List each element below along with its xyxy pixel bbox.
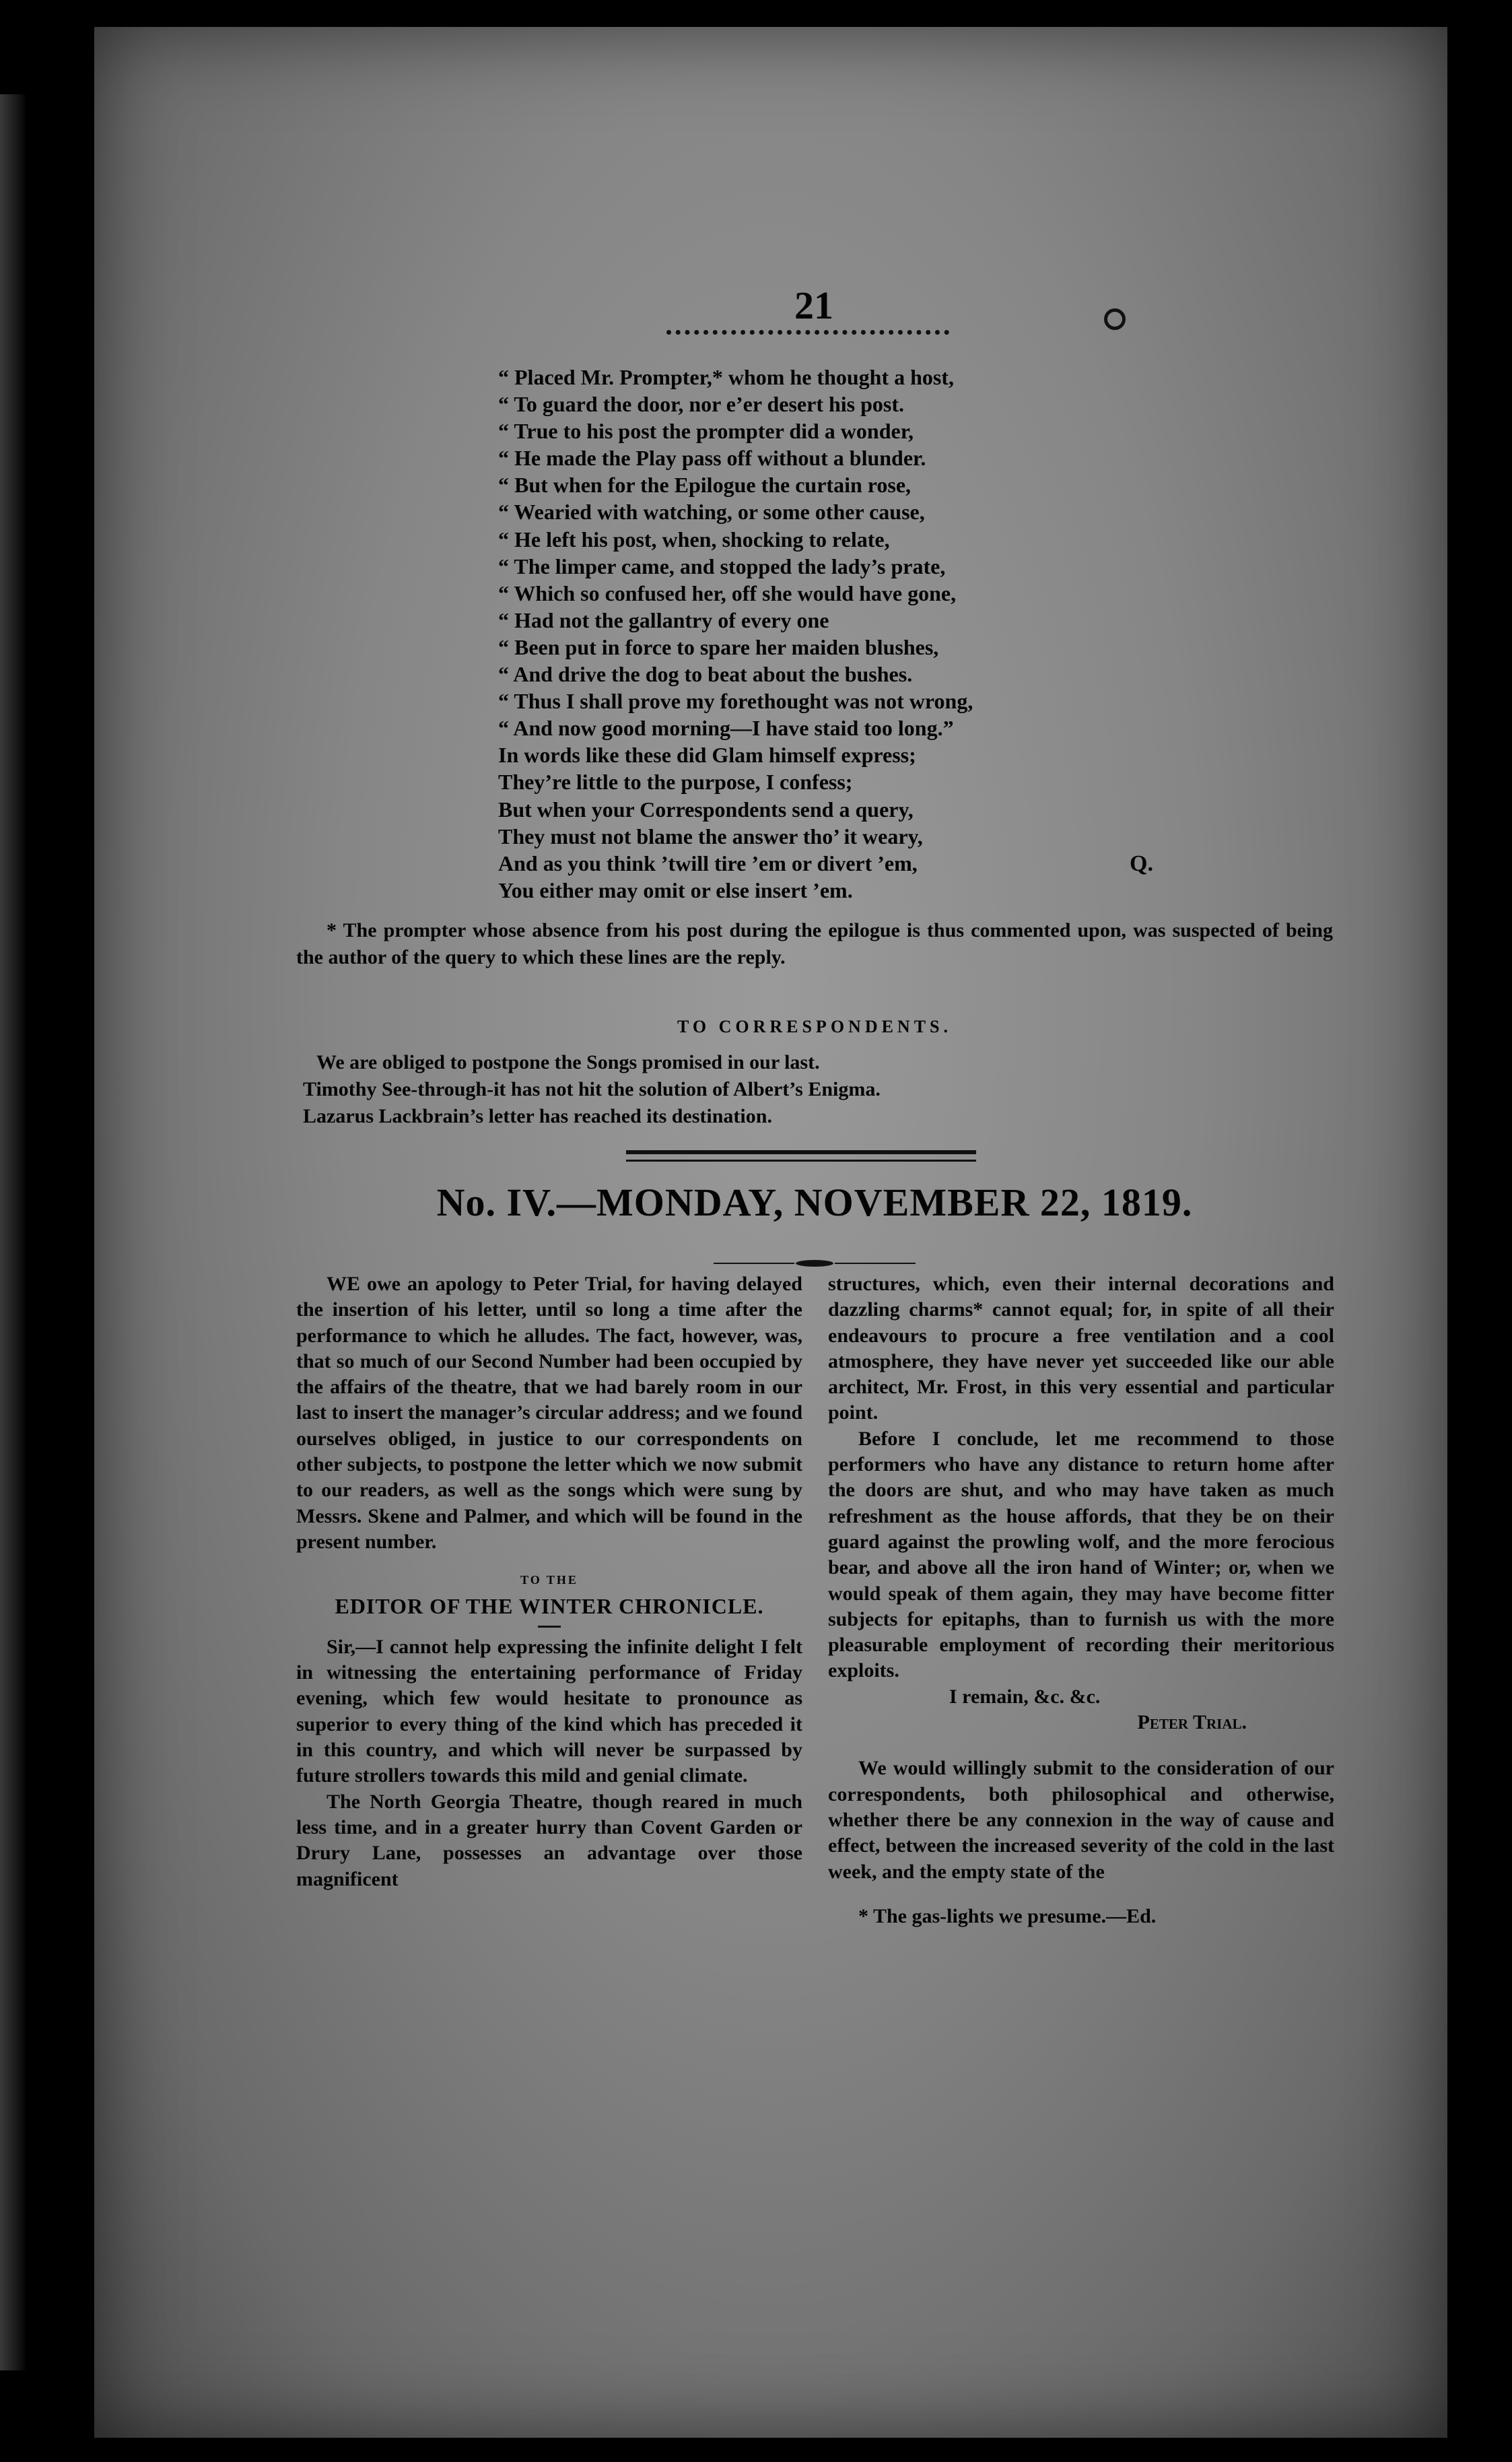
- poem-line: But when your Correspondents send a query,: [498, 797, 914, 822]
- letter-paragraph: The North Georgia Theatre, though reared in much less time, and in a greater hurry than Covent Garden or Drury Lane, possesses an advantage over those magnificent: [296, 1790, 802, 1890]
- issue-title: No. IV.—MONDAY, NOVEMBER 22, 1819.: [436, 1180, 1193, 1224]
- right-column: [828, 1271, 1334, 1929]
- title-ornament: [714, 1259, 916, 1267]
- poem-line: “ Been put in force to spare her maiden blushes,: [498, 634, 939, 659]
- short-dash-rule: [538, 1626, 561, 1628]
- adjacent-page-edge: [0, 94, 27, 2370]
- poem-line: “ Thus I shall prove my forethought was not wrong,: [498, 689, 973, 714]
- correspondent-note: Timothy See-through-it has not hit the solution of Albert’s Enigma.: [303, 1078, 881, 1100]
- left-column: [296, 1271, 802, 1892]
- poem-line: “ But when for the Epilogue the curtain rose,: [498, 473, 912, 498]
- poem-line: They must not blame the answer tho’ it weary,: [498, 824, 923, 849]
- poem-line: “ Had not the gallantry of every one: [498, 607, 829, 632]
- poem-line: “ He left his post, when, shocking to relate,: [498, 527, 890, 552]
- poem-line: And as you think ’twill tire ’em or divert ’em,: [498, 851, 918, 875]
- ink-circle-mark: [1104, 308, 1126, 330]
- correspondents-list: [303, 1049, 1326, 1130]
- poem-signature: Q.: [1130, 851, 1153, 876]
- letter-address-heading: EDITOR OF THE WINTER CHRONICLE.: [335, 1593, 764, 1618]
- editorial-intro: WE owe an apology to Peter Trial, for having delayed the insertion of his letter, until so long a time after the performance to which he alludes. The fact, however, was, that so much of our Second Number had been occupied by the affairs of the theatre, that we had barely room in our last to insert the manager’s circular address; and we found ourselves obliged, in justice to our correspondents on other subjects, to postpone the letter which we now submit to our readers, as well as the songs which were sung by Messrs. Skene and Palmer, and which will be found in the present number.: [296, 1273, 802, 1553]
- poem-line: “ Placed Mr. Prompter,* whom he thought a host,: [498, 365, 955, 389]
- editor-note: We would willingly submit to the consideration of our correspondents, both philosophical and otherwise, whether there be any connexion in the way of cause and effect, between the increased severity of the cold in the last week, and the empty state of the: [828, 1757, 1334, 1883]
- page-number: 21: [794, 284, 833, 327]
- poem-line: “ The limper came, and stopped the lady’s prate,: [498, 554, 946, 578]
- poem-line: “ And drive the dog to beat about the bushes.: [498, 662, 913, 687]
- letter-paragraph: Before I conclude, let me recommend to those performers who have any distance to return home after the doors are shut, and who may have taken as much refreshment as the house affords, that they be on their guard against the prowling wolf, and the more ferocious bear, and above all the iron hand of Winter; or, when we would speak of them again, they may have become fitter subjects for epitaphs, than to furnish us with the more pleasurable employment of recording their meritorious exploits.: [828, 1427, 1334, 1682]
- letter-paragraph: structures, which, even their internal decorations and dazzling charms* cannot equal; for, in spite of all their endeavours to procure a free ventilation and a cool atmosphere, they have never yet succeeded like our able architect, Mr. Frost, in this very essential and particular point.: [828, 1273, 1334, 1424]
- poem-line: You either may omit or else insert ’em.: [498, 877, 853, 902]
- letter-closing: I remain, &c. &c.: [949, 1685, 1101, 1708]
- correspondent-note: Lazarus Lackbrain’s letter has reached its destination.: [303, 1105, 772, 1127]
- poem-line: “ To guard the door, nor e’er desert his post.: [498, 392, 905, 417]
- letter-paragraph: Sir,—I cannot help expressing the infinite delight I felt in witnessing the entertaining performance of Friday evening, which few would hesitate to pronounce as superior to every thing of the kind which has preceded it in this country, and which will never be surpassed by future strollers towards this mild and genial climate.: [296, 1635, 802, 1787]
- decorative-dotted-rule: [666, 330, 949, 341]
- poem-line: “ He made the Play pass off without a blunder.: [498, 446, 926, 471]
- poem-line: “ Which so confused her, off she would have gone,: [498, 580, 957, 605]
- editor-note-footnote: * The gas-lights we presume.—Ed.: [858, 1904, 1157, 1927]
- poem-block: [498, 364, 1171, 904]
- document-page: [94, 27, 1447, 2438]
- letter-signature: Peter Trial.: [1137, 1711, 1247, 1734]
- section-double-rule: [626, 1150, 976, 1162]
- letter-address-small: TO THE: [520, 1573, 578, 1587]
- poem-line: “ True to his post the prompter did a wonder,: [498, 419, 914, 444]
- correspondent-note: We are obliged to postpone the Songs promised in our last.: [316, 1051, 820, 1073]
- poem-line: They’re little to the purpose, I confess;: [498, 770, 853, 795]
- poem-line: “ And now good morning—I have staid too long.”: [498, 716, 954, 741]
- poem-footnote: * The prompter whose absence from his post during the epilogue is thus commented upon, was suspected of being the author of the query to which these lines are the reply.: [296, 919, 1333, 968]
- correspondents-heading: TO CORRESPONDENTS.: [677, 1017, 953, 1036]
- poem-line: In words like these did Glam himself express;: [498, 743, 916, 768]
- poem-line: “ Wearied with watching, or some other cause,: [498, 500, 925, 525]
